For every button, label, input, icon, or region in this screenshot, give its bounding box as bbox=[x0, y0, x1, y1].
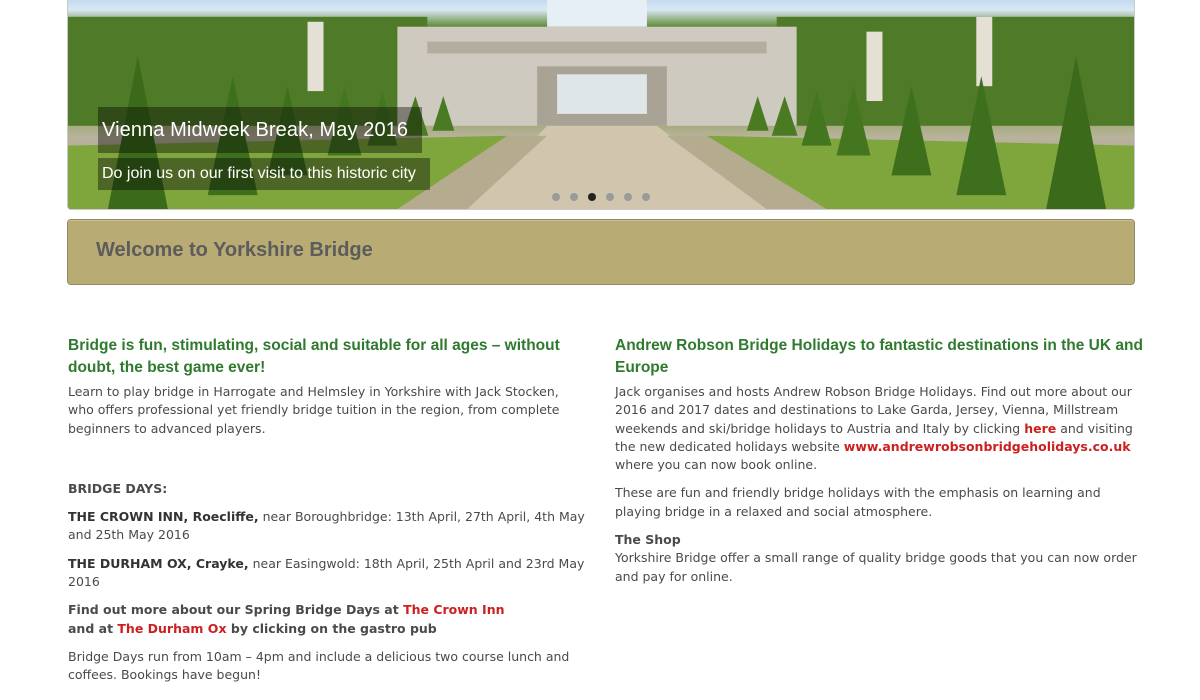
shop-description: Yorkshire Bridge offer a small range of quality bridge goods that you can now order and pay for online. bbox=[615, 550, 1137, 584]
left-column bbox=[68, 335, 588, 685]
slide-title: Vienna Midweek Break, May 2016 bbox=[98, 107, 422, 153]
durham-ox-text: near Easingwold: 18th April, 25th April and 23rd May 2016 bbox=[68, 555, 585, 590]
find-out-more-post: by clicking on the gastro pub bbox=[226, 620, 437, 636]
bridge-days-note: Bridge Days run from 10am – 4pm and include a delicious two course lunch and coffees. Bookings have begun! bbox=[68, 648, 570, 683]
find-out-more-mid: and at bbox=[68, 620, 118, 636]
holidays-intro-pre: Jack organises and hosts Andrew Robson Bridge Holidays. Find out more about our 2016 and 2017 dates and destinations to Lake Garda, Jersey, Vienna, Millstream weekends and ski/bridge holidays to Austria and Italy by clicking bbox=[615, 384, 1132, 436]
hero-slider[interactable] bbox=[67, 0, 1135, 210]
slide-subtitle: Do join us on our first visit to this historic city bbox=[98, 158, 430, 190]
right-column bbox=[615, 335, 1145, 586]
durham-ox-dates bbox=[68, 555, 588, 592]
welcome-banner bbox=[67, 219, 1135, 285]
right-heading: Andrew Robson Bridge Holidays to fantastic destinations in the UK and Europe bbox=[615, 337, 1143, 376]
slider-pagination bbox=[552, 193, 650, 201]
crown-inn-name: THE CROWN INN, Roecliffe, bbox=[68, 509, 259, 525]
holidays-description: These are fun and friendly bridge holidays with the emphasis on learning and playing bridge in a relaxed and social atmosphere. bbox=[615, 485, 1101, 519]
left-intro: Learn to play bridge in Harrogate and Helmsley in Yorkshire with Jack Stocken, who offers professional yet friendly bridge tuition in the region, from complete beginners to advanced players. bbox=[68, 384, 560, 436]
slider-dot-6[interactable] bbox=[642, 193, 650, 201]
holidays-website-link[interactable]: www.andrewrobsonbridgeholidays.co.uk bbox=[843, 438, 1131, 454]
slider-dot-1[interactable] bbox=[552, 193, 560, 201]
bridge-days-heading: BRIDGE DAYS: bbox=[68, 480, 168, 496]
durham-ox-name: THE DURHAM OX, Crayke, bbox=[68, 555, 249, 571]
here-link[interactable]: here bbox=[1024, 420, 1057, 436]
holidays-intro bbox=[615, 383, 1145, 474]
find-out-more-pre: Find out more about our Spring Bridge Days at bbox=[68, 602, 404, 618]
shop-title: The Shop bbox=[615, 532, 681, 548]
left-heading: Bridge is fun, stimulating, social and suitable for all ages – without doubt, the best game ever! bbox=[68, 337, 560, 376]
slider-dot-2[interactable] bbox=[570, 193, 578, 201]
slider-dot-3[interactable] bbox=[588, 193, 596, 201]
crown-inn-link[interactable]: The Crown Inn bbox=[403, 602, 505, 618]
crown-inn-text: near Boroughbridge: 13th April, 27th April, 4th May and 25th May 2016 bbox=[68, 509, 585, 543]
crown-inn-dates bbox=[68, 508, 588, 545]
durham-ox-link[interactable]: The Durham Ox bbox=[117, 620, 227, 636]
find-out-more bbox=[68, 601, 508, 638]
holidays-intro-post: where you can now book online. bbox=[615, 457, 818, 473]
welcome-heading: Welcome to Yorkshire Bridge bbox=[96, 239, 373, 261]
slider-dot-5[interactable] bbox=[624, 193, 632, 201]
slider-dot-4[interactable] bbox=[606, 193, 614, 201]
holidays-intro-mid: and visiting the new dedicated holidays website bbox=[615, 420, 1133, 454]
